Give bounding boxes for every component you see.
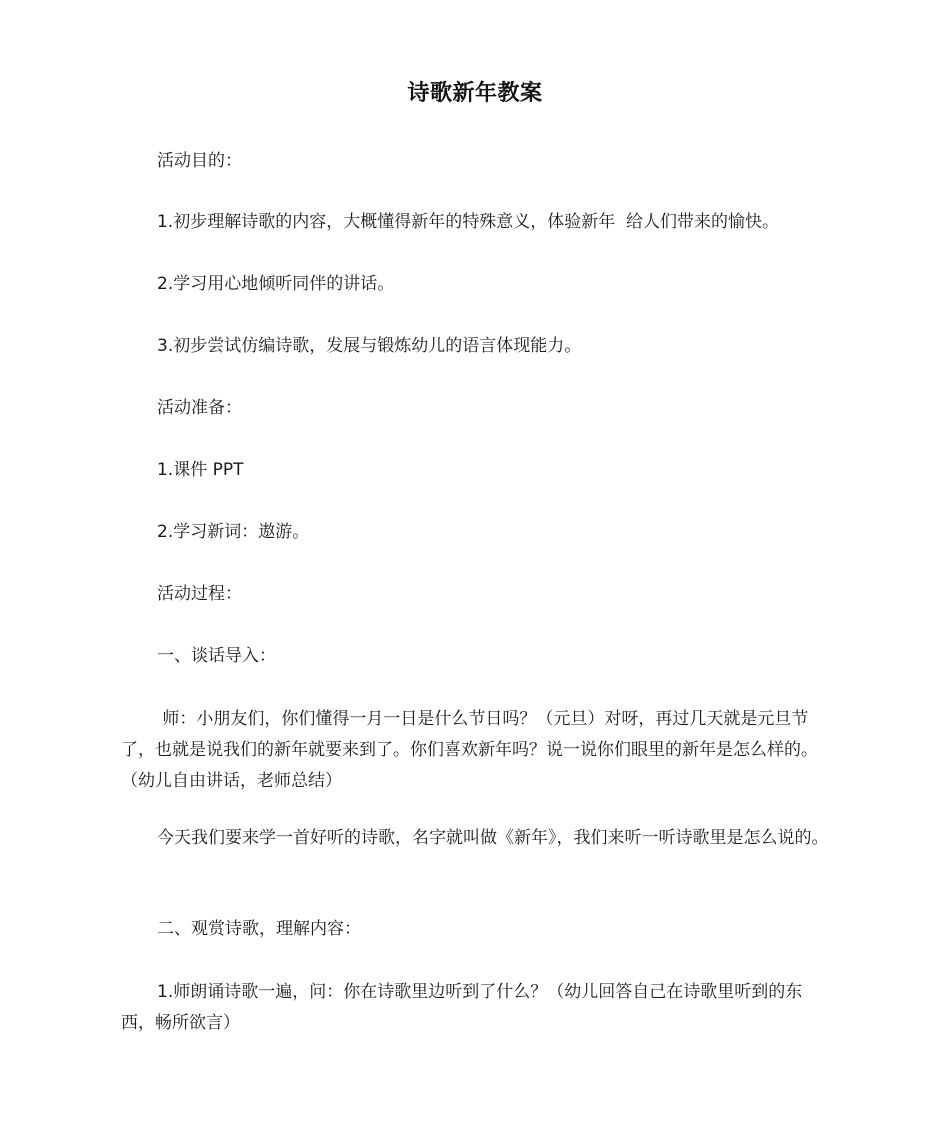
- paragraph-goal-3: 3.初步尝试仿编诗歌，发展与锻炼幼儿的语言体现能力。: [157, 336, 582, 356]
- document-title: 诗歌新年教案: [407, 81, 543, 106]
- paragraph-today-poem: 今天我们要来学一首好听的诗歌，名字就叫做《新年》，我们来听一听诗歌里是怎么说的。: [157, 828, 829, 848]
- paragraph-goal-2: 2.学习用心地倾听同伴的讲话。: [157, 274, 395, 294]
- paragraph-activity-goals-heading: 活动目的：: [157, 151, 242, 171]
- paragraph-teacher-intro: 师：小朋友们，你们懂得一月一日是什么节日吗？（元旦）对呀，再过几天就是元旦节了，也就是说我们的新年就要来到了。你们喜欢新年吗？说一说你们眼里的新年是怎么样的。（幼儿自由讲话，老师总结）: [121, 709, 818, 791]
- paragraph-preparation-heading: 活动准备：: [157, 398, 242, 418]
- paragraph-preparation-1: 1.课件 PPT: [157, 460, 244, 480]
- paragraph-goal-1: 1.初步理解诗歌的内容，大概懂得新年的特殊意义，体验新年 给人们带来的愉快。: [157, 212, 780, 232]
- paragraph-section-2-heading: 二、观赏诗歌，理解内容：: [157, 919, 361, 939]
- paragraph-process-heading: 活动过程：: [157, 584, 242, 604]
- paragraph-preparation-2: 2.学习新词：遨游。: [157, 522, 310, 542]
- paragraph-section-1-heading: 一、谈话导入：: [157, 646, 276, 666]
- paragraph-recite-poem: 1.师朗诵诗歌一遍，问：你在诗歌里边听到了什么？（幼儿回答自己在诗歌里听到的东西，畅所欲言）: [121, 982, 803, 1033]
